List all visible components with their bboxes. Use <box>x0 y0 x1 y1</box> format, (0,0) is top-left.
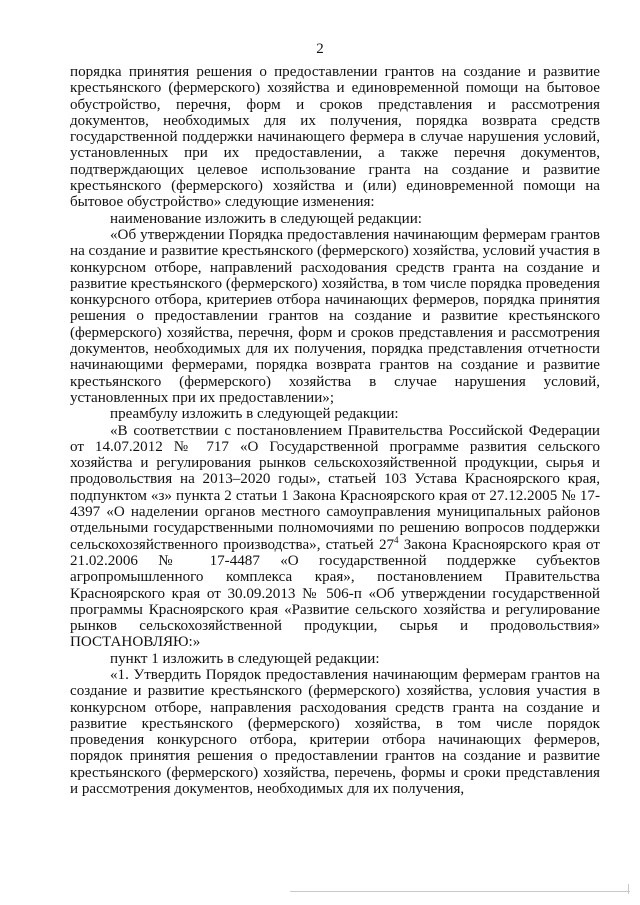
paragraph-5-text-before: «В соответствии с постановлением Правительства Российской Федерации от 14.07.2012 № 717 «О Государственной программе развития сельского хозяйства и регулирования рынков сельскохозяйственной продукции, сырья и продовольствия на 2013–2020 годы», статьей 103 Устава Красноярского края, подпунктом «з» пункта 2 статьи 1 Закона Красноярского края от 27.12.2005 № 17-4397 «О наделении органов местного самоуправления муниципальных районов отдельными государственными полномочиями по решению вопросов поддержки сельскохозяйственного производства», статьей 27 <box>70 422 600 553</box>
paragraph-6: пункт 1 изложить в следующей редакции: <box>110 650 380 667</box>
paragraph-2: наименование изложить в следующей редакции: <box>110 210 422 227</box>
paragraph-4: преамбулу изложить в следующей редакции: <box>110 406 399 423</box>
paragraph-3: «Об утверждении Порядка предоставления начинающим фермерам грантов на создание и развитие крестьянского (фермерского) хозяйства, условий участия в конкурсном отборе, направлений расходования средств гранта на создание и развитие крестьянского (фермерского) хозяйства, в том числе порядка проведения конкурсного отбора, критериев отбора начинающих фермеров, порядка принятия решения о предоставлении грантов на создание и развитие крестьянского (фермерского) хозяйства, перечня, форм и сроков представления и рассмотрения документов, необходимых для их получения, порядка представления отчетности начинающими фермерами, порядка возврата грантов на создание и развитие крестьянского (фермерского) хозяйства в случае нарушения условий, установленных при их предоставлении»; <box>70 226 601 406</box>
scan-artifact-line <box>290 891 630 892</box>
paragraph-1: порядка принятия решения о предоставлении грантов на создание и развитие крестьянского (фермерского) хозяйства и единовременной помощи на бытовое обустройство, перечня, форм и сроков представления и рассмотрения документов, необходимых для их получения, порядка возврата средств государственной поддержки начинающего фермера в случае нарушения условий, установленных при их предоставлении, а также перечня документов, подтверждающих целевое использование гранта на создание и развитие крестьянского (фермерского) хозяйства и (или) единовременной помощи на бытовое обустройство» следующие изменения: <box>70 64 600 211</box>
paragraph-7: «1. Утвердить Порядок предоставления начинающим фермерам грантов на создание и развитие крестьянского (фермерского) хозяйства, условия участия в конкурсном отборе, направления расходования средств гранта на создание и развитие крестьянского (фермерского) хозяйства, в том числе порядок проведения конкурсного отбора, критерии отбора начинающих фермеров, порядок принятия решения о предоставлении грантов на создание и развитие крестьянского (фермерского) хозяйства, перечень, формы и сроки представления и рассмотрения документов, необходимых для их получения, <box>70 666 600 798</box>
paragraph-5-text-after: Закона Красноярского края от 21.02.2006 № 17-4487 «О государственной поддержке субъектов агропромышленного комплекса края», постановлением Правительства Красноярского края от 30.09.2013 № 506-п «Об утверждении государственной программы Красноярского края «Развитие сельского хозяйства и регулирование рынков сельскохозяйственной продукции, сырья и продовольствия» ПОСТАНОВЛЯЮ:» <box>70 536 600 651</box>
document-body <box>70 64 600 797</box>
paragraph-5 <box>70 423 600 651</box>
superscript-4: 4 <box>394 534 399 545</box>
scan-artifact-tick <box>628 884 629 894</box>
page-number: 2 <box>316 41 324 57</box>
